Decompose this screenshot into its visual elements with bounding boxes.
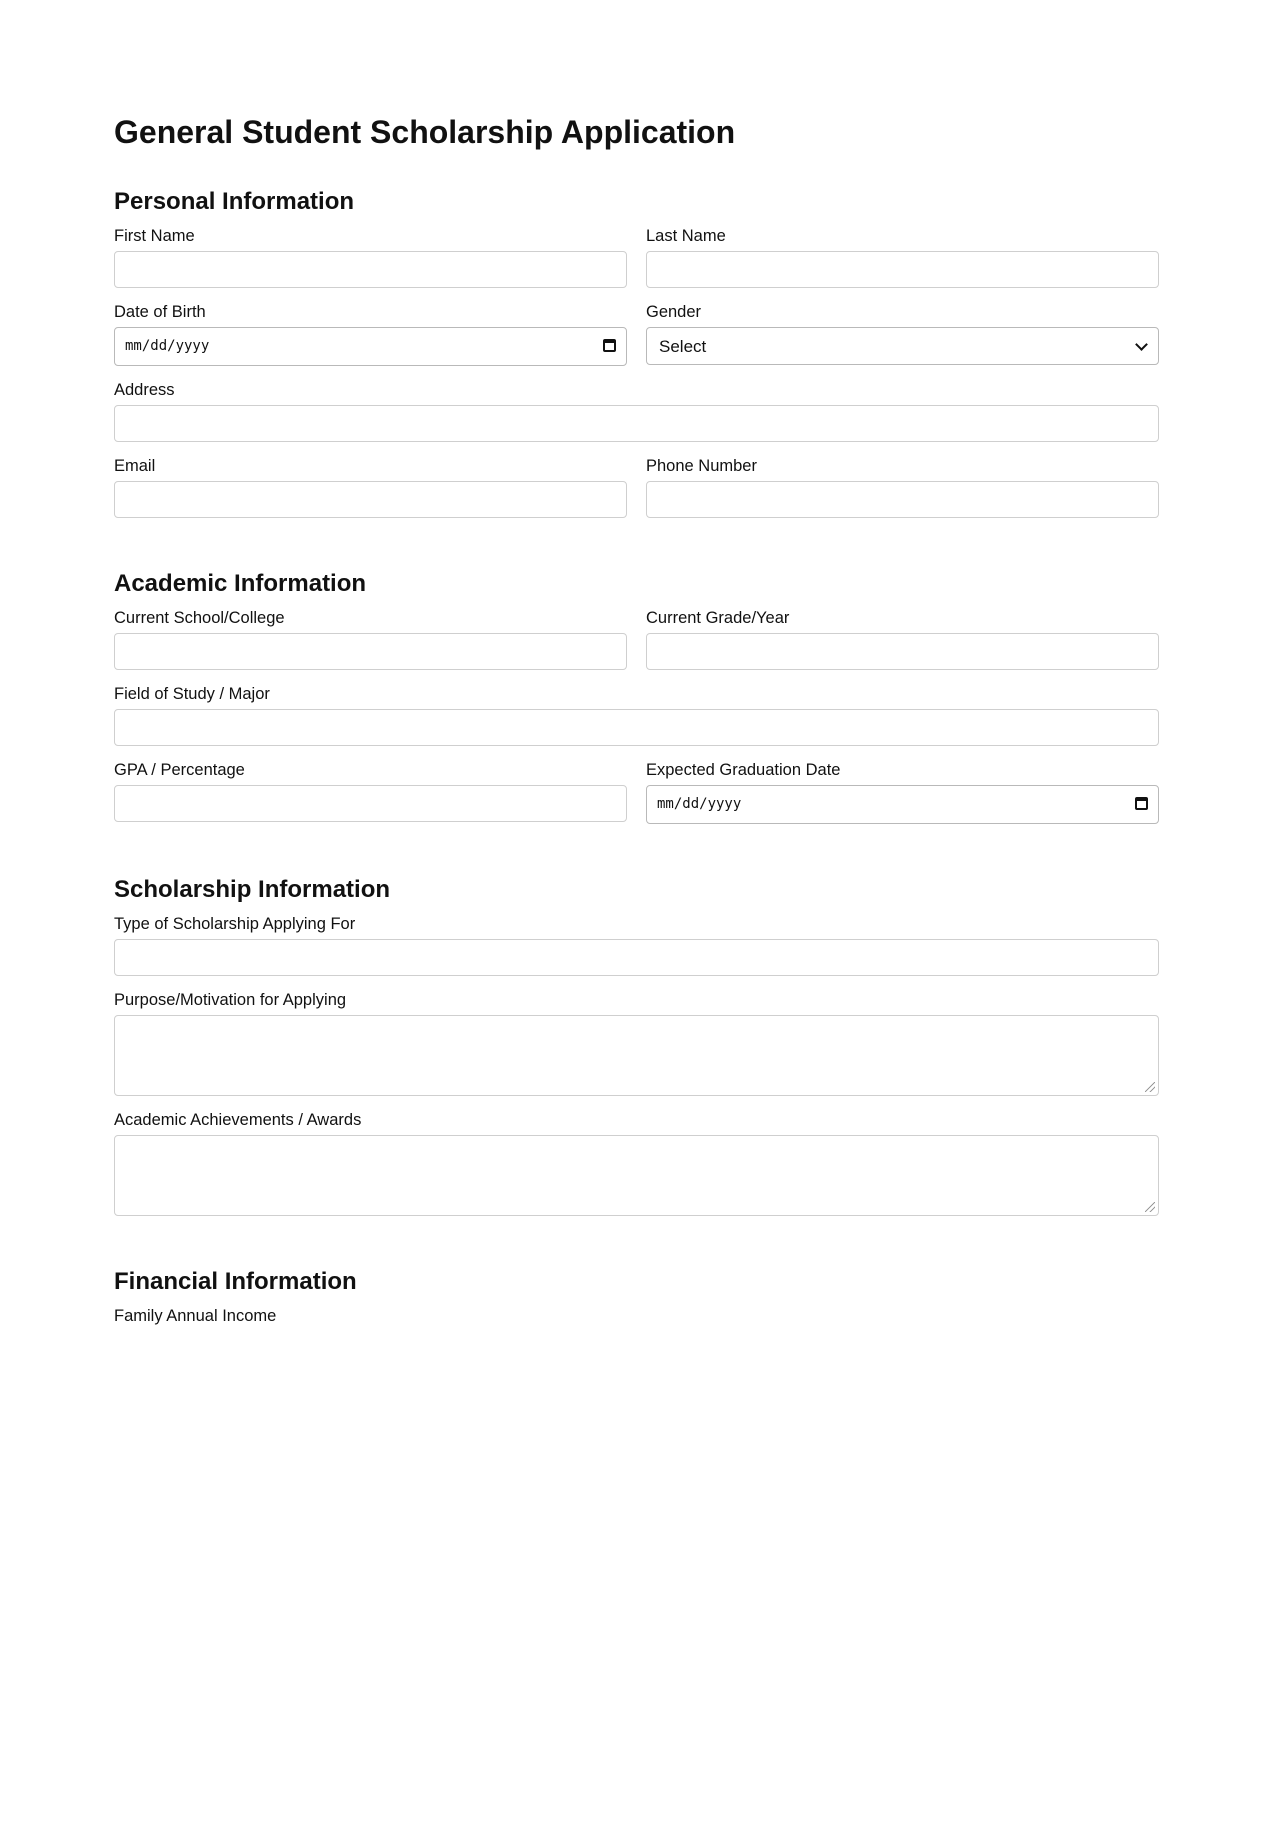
first-name-label: First Name (114, 227, 195, 245)
first-name-field (114, 226, 627, 288)
purpose-label: Purpose/Motivation for Applying (114, 991, 347, 1009)
gender-field (646, 302, 1159, 366)
financial-information-heading: Financial Information (114, 1268, 357, 1295)
scholarship-information-section (114, 874, 1159, 1216)
purpose-field (114, 990, 1159, 1096)
scholarship-type-label: Type of Scholarship Applying For (114, 915, 356, 933)
first-name-input[interactable] (114, 251, 627, 288)
field-of-study-row (114, 684, 1159, 746)
calendar-icon[interactable] (1135, 797, 1148, 810)
academic-information-section (114, 568, 1159, 824)
address-input[interactable] (114, 405, 1159, 442)
achievements-row (114, 1110, 1159, 1216)
last-name-label: Last Name (646, 227, 726, 245)
date-of-birth-placeholder: mm/dd/yyyy (125, 338, 210, 354)
address-row (114, 380, 1159, 442)
gender-select[interactable] (646, 327, 1159, 365)
achievements-field (114, 1110, 1159, 1216)
resize-handle-icon[interactable] (1145, 1082, 1155, 1092)
date-of-birth-label: Date of Birth (114, 303, 206, 321)
scholarship-type-row (114, 914, 1159, 976)
gpa-field (114, 760, 627, 824)
contact-row (114, 456, 1159, 518)
phone-number-label: Phone Number (646, 457, 757, 475)
current-school-input[interactable] (114, 633, 627, 670)
expected-graduation-label: Expected Graduation Date (646, 761, 841, 779)
chevron-down-icon (1135, 338, 1148, 351)
gpa-graduation-row (114, 760, 1159, 824)
academic-information-heading: Academic Information (114, 570, 367, 597)
financial-information-section (114, 1266, 1159, 1326)
achievements-textarea[interactable] (114, 1135, 1159, 1216)
achievements-label: Academic Achievements / Awards (114, 1111, 362, 1129)
gpa-input[interactable] (114, 785, 627, 822)
current-grade-field (646, 608, 1159, 670)
personal-information-section (114, 186, 1159, 518)
family-income-label: Family Annual Income (114, 1307, 277, 1325)
page-title-wrap (114, 108, 1159, 156)
purpose-textarea[interactable] (114, 1015, 1159, 1096)
phone-number-input[interactable] (646, 481, 1159, 518)
phone-number-field (646, 456, 1159, 518)
expected-graduation-input[interactable] (646, 785, 1159, 824)
current-grade-label: Current Grade/Year (646, 609, 790, 627)
email-label: Email (114, 457, 156, 475)
birth-gender-row (114, 302, 1159, 366)
scholarship-type-input[interactable] (114, 939, 1159, 976)
page-title: General Student Scholarship Application (114, 114, 736, 150)
scholarship-form (114, 108, 1159, 1326)
personal-information-heading: Personal Information (114, 188, 355, 215)
expected-graduation-placeholder: mm/dd/yyyy (657, 796, 742, 812)
field-of-study-input[interactable] (114, 709, 1159, 746)
scholarship-type-field (114, 914, 1159, 976)
gender-selected-value: Select (659, 337, 707, 356)
scholarship-information-heading: Scholarship Information (114, 876, 391, 903)
gender-label: Gender (646, 303, 702, 321)
current-school-label: Current School/College (114, 609, 285, 627)
last-name-input[interactable] (646, 251, 1159, 288)
email-input[interactable] (114, 481, 627, 518)
purpose-row (114, 990, 1159, 1096)
gpa-label: GPA / Percentage (114, 761, 245, 779)
last-name-field (646, 226, 1159, 288)
address-field (114, 380, 1159, 442)
school-grade-row (114, 608, 1159, 670)
address-label: Address (114, 381, 175, 399)
current-school-field (114, 608, 627, 670)
calendar-icon[interactable] (603, 339, 616, 352)
field-of-study-label: Field of Study / Major (114, 685, 270, 703)
email-field (114, 456, 627, 518)
name-row (114, 226, 1159, 288)
date-of-birth-field (114, 302, 627, 366)
date-of-birth-input[interactable] (114, 327, 627, 366)
resize-handle-icon[interactable] (1145, 1202, 1155, 1212)
current-grade-input[interactable] (646, 633, 1159, 670)
expected-graduation-field (646, 760, 1159, 824)
field-of-study-field (114, 684, 1159, 746)
